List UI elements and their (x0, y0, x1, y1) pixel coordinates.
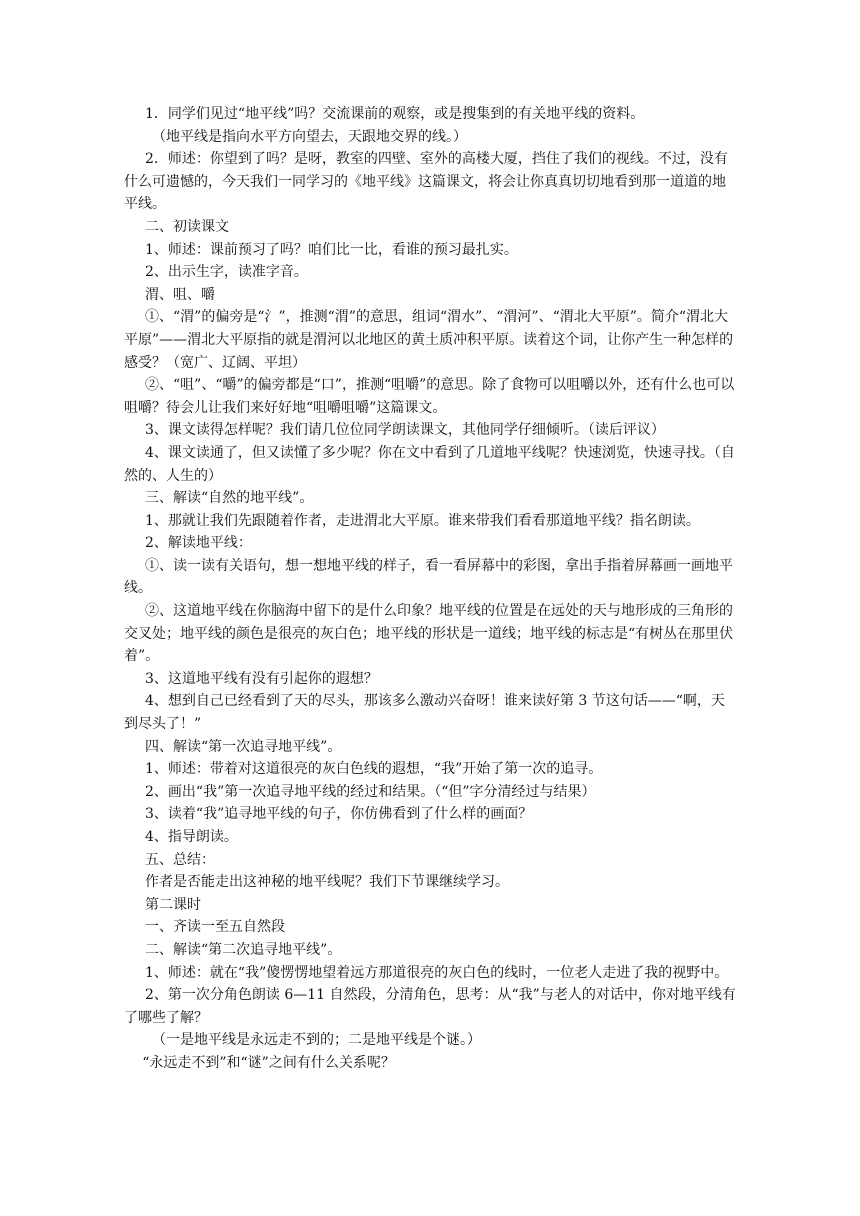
document-body (124, 103, 736, 1075)
paragraph-27: 一、齐读一至五自然段 (145, 919, 285, 936)
paragraph-3: 2．师述：你望到了吗？是呀，教室的四壁、室外的高楼大厦，挡住了我们的视线。不过，没有什么可遗憾的，今天我们一同学习的《地平线》这篇课文，将会让你真真切切地看到那一道道的地平线。 (124, 151, 728, 213)
paragraph-20: 1、师述：带着对这道很亮的灰白色线的遐想，“我”开始了第一次的追寻。 (145, 761, 603, 778)
paragraph-9: ②、“咀”、“嚼”的偏旁都是“口”，推测“咀嚼”的意思。除了食物可以咀嚼以外，还有什么也可以咀嚼？待会儿让我们来好好地“咀嚼咀嚼”这篇课文。 (124, 377, 735, 416)
paragraph-11: 4、课文读通了，但又读懂了多少呢？你在文中看到了几道地平线呢？快速浏览，快速寻找。（自然的、人生的） (124, 444, 735, 484)
lesson-heading-2: 第二课时 (145, 896, 201, 913)
paragraph-14: 2、解读地平线： (145, 535, 252, 552)
paragraph-13: 1、那就让我们先跟随着作者，走进渭北大平原。谁来带我们看看那道地平线？指名朗读。 (145, 512, 700, 529)
paragraph-32: “永远走不到”和“谜”之间有什么关系呢？ (142, 1054, 395, 1071)
paragraph-17: 3、这道地平线有没有引起你的遐想？ (145, 670, 378, 687)
paragraph-22: 3、读着“我”追寻地平线的句子，你仿佛看到了什么样的画面？ (145, 806, 533, 823)
paragraph-2: （地平线是指向水平方向望去，天跟地交界的线。） (152, 128, 467, 145)
section-heading-lesson2-2: 二、解读“第二次追寻地平线”。 (145, 941, 342, 958)
paragraph-18: 4、想到自己已经看到了天的尽头，那该多么激动兴奋呀！谁来读好第 3 节这句话——“啊，天到尽头了！” (124, 693, 725, 733)
section-heading-2: 二、初读课文 (145, 218, 229, 235)
paragraph-31: （一是地平线是永远走不到的；二是地平线是个谜。） (152, 1032, 481, 1049)
paragraph-7: 渭、咀、嚼 (145, 286, 215, 303)
paragraph-30: 2、第一次分角色朗读 6—11 自然段，分清角色，思考：从“我”与老人的对话中，你对地平线有了哪些了解？ (124, 987, 736, 1026)
section-heading-4: 四、解读“第一次追寻地平线”。 (145, 738, 342, 755)
paragraph-10: 3、课文读得怎样呢？我们请几位位同学朗读课文，其他同学仔细倾听。（读后评议） (145, 422, 665, 439)
paragraph-8: ①、“渭”的偏旁是“氵”，推测“渭”的意思，组词“渭水”、“渭河”、“渭北大平原”。简介“渭北大平原”——渭北大平原指的就是渭河以北地区的黄土质冲积平原。读着这个词，让你产生一种怎样的感受？（宽广、辽阔、平坦） (124, 309, 734, 371)
paragraph-23: 4、指导朗读。 (145, 829, 238, 845)
paragraph-1: 1．同学们见过“地平线”吗？交流课前的观察，或是搜集到的有关地平线的资料。 (145, 106, 645, 122)
paragraph-21: 2、画出“我”第一次追寻地平线的经过和结果。（“但”字分清经过与结果） (145, 783, 596, 800)
paragraph-6: 2、出示生字，读准字音。 (145, 264, 308, 281)
paragraph-15: ①、读一读有关语句，想一想地平线的样子，看一看屏幕中的彩图，拿出手指着屏幕画一画地平线。 (124, 557, 733, 597)
paragraph-5: 1、师述：课前预习了吗？咱们比一比，看谁的预习最扎实。 (145, 241, 518, 258)
paragraph-29: 1、师述：就在“我”傻愣愣地望着远方那道很亮的灰白色的线时，一位老人走进了我的视野中。 (145, 964, 729, 981)
section-heading-3: 三、解读“自然的地平线”。 (145, 490, 314, 507)
section-heading-5: 五、总结： (145, 851, 215, 868)
paragraph-25: 作者是否能走出这神秘的地平线呢？我们下节课继续学习。 (145, 874, 509, 891)
paragraph-16: ②、这道地平线在你脑海中留下的是什么印象？地平线的位置是在远处的天与地形成的三角形的交叉处；地平线的颜色是很亮的灰白色；地平线的形状是一道线；地平线的标志是“有树丛在那里伏着”。 (124, 603, 734, 665)
